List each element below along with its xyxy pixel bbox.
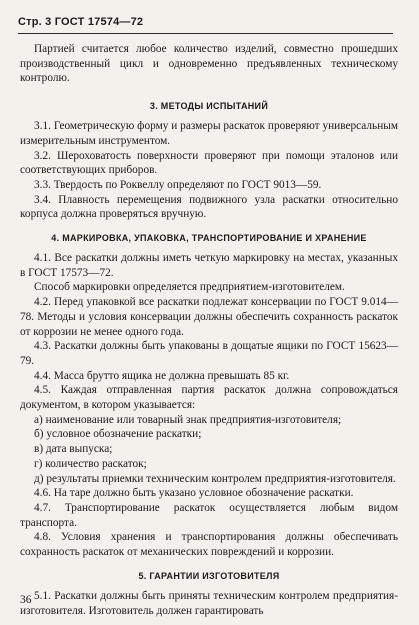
paragraph-3-3: 3.3. Твердость по Роквеллу определяют по ГОСТ 9013—59. xyxy=(34,178,322,191)
paragraph-4-6: 4.6. На таре должно быть указано условное обозначение раскатки. xyxy=(34,487,354,500)
section-heading-methods: 3. МЕТОДЫ ИСПЫТАНИЙ xyxy=(149,101,269,112)
header-rule xyxy=(18,33,393,34)
paragraph-3-2: 3.2. Шероховатость поверхности проверяют при помощи эталонов или соответствующих приборов. xyxy=(20,149,398,177)
list-item-v: в) дата выпуска; xyxy=(34,443,113,456)
paragraph-4-2: 4.2. Перед упаковкой все раскатки подлежат консервации по ГОСТ 9.014—78. Методы и условия консервации должны обеспечить сохранность раскаток от коррозии не менее одного года. xyxy=(20,296,398,338)
paragraph-4-4: 4.4. Масса брутто ящика не должна превышать 85 кг. xyxy=(34,369,290,382)
section-heading-marking: 4. МАРКИРОВКА, УПАКОВКА, ТРАНСПОРТИРОВАНИЕ И ХРАНЕНИЕ xyxy=(51,233,367,244)
paragraph-4-7: 4.7. Транспортирование раскаток осуществляется любым видом транспорта. xyxy=(20,501,398,529)
list-item-a: а) наименование или товарный знак предприятия-изготовителя; xyxy=(34,413,342,426)
paragraph-marking-method: Способ маркировки определяется предприятием-изготовителем. xyxy=(34,281,345,294)
paragraph-3-1: 3.1. Геометрическую форму и размеры раскаток проверяют универсальным измерительным инструментом. xyxy=(20,120,398,147)
section-heading-guarantees: 5. ГАРАНТИИ ИЗГОТОВИТЕЛЯ xyxy=(138,570,280,581)
paragraph-4-3: 4.3. Раскатки должны быть упакованы в дощатые ящики по ГОСТ 15623—79. xyxy=(20,340,398,367)
page-number: 36 xyxy=(20,594,32,606)
list-item-g: г) количество раскаток; xyxy=(34,457,147,470)
running-head: Стр. 3 ГОСТ 17574—72 xyxy=(18,16,144,28)
paragraph-4-1: 4.1. Все раскатки должны иметь четкую маркировку на местах, указанных в ГОСТ 17573—72. xyxy=(20,252,398,279)
list-item-b: б) условное обозначение раскатки; xyxy=(34,428,202,441)
paragraph-5-1: 5.1. Раскатки должны быть приняты техническим контролем предприятия-изготовителя. Изготовитель должен гарантировать xyxy=(20,589,398,617)
paragraph-4-5: 4.5. Каждая отправленная партия раскаток должна сопровождаться документом, в котором указывается: xyxy=(20,384,398,412)
paragraph-4-8: 4.8. Условия хранения и транспортирования должны обеспечивать сохранность раскаток от механических повреждений и коррозии. xyxy=(20,531,398,559)
list-item-d: д) результаты приемки техническим контролем предприятия-изготовителя. xyxy=(34,472,396,485)
intro-paragraph: Партией считается любое количество изделий, совместно прошедших производственный цикл и одновременно предъявленных техническому контролю. xyxy=(20,43,398,85)
document-body xyxy=(20,42,398,618)
paragraph-3-4: 3.4. Плавность перемещения подвижного узла раскатки относительно корпуса должна проверяться вручную. xyxy=(20,193,398,221)
